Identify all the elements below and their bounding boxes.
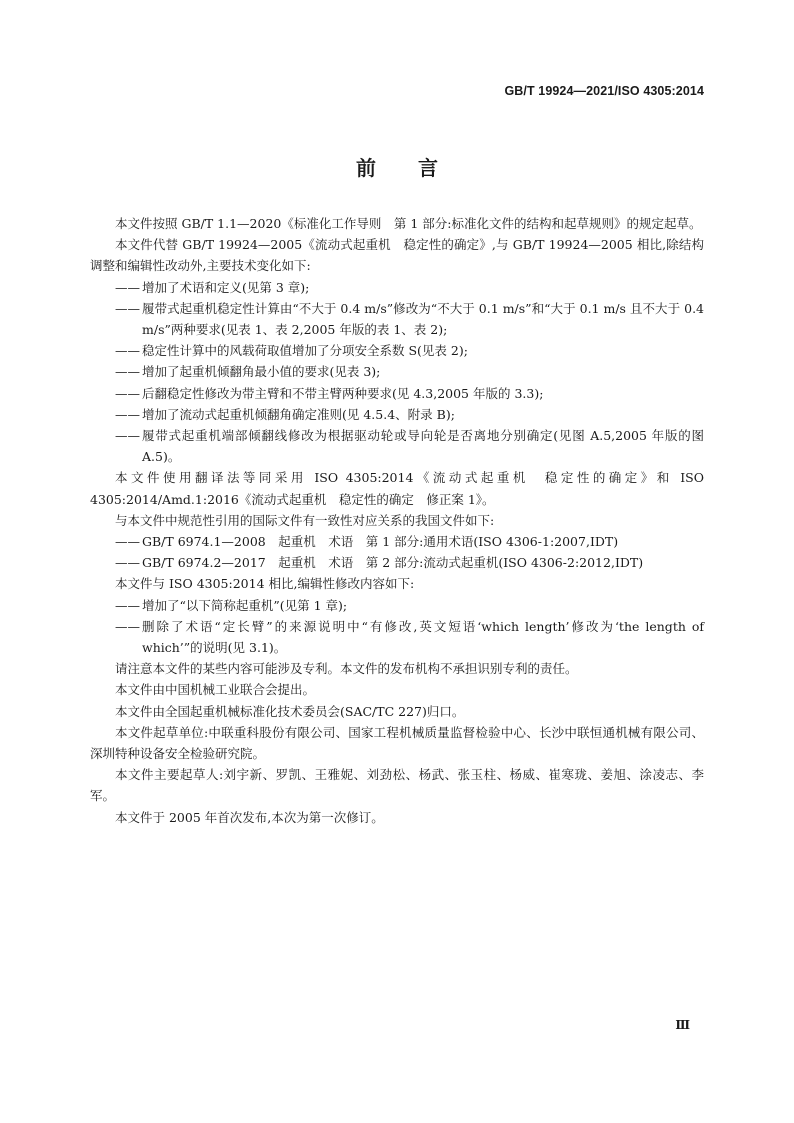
paragraph-drafting-units: 本文件起草单位:中联重科股份有限公司、国家工程机械质量监督检验中心、长沙中联恒通机械有限公司、深圳特种设备安全检验研究院。: [90, 724, 704, 762]
list-item: [90, 383, 704, 404]
reference-text: GB/T 6974.2—2017 起重机 术语 第 2 部分:流动式起重机(ISO 4306-2:2012,IDT): [142, 555, 644, 571]
paragraph-patent-notice: 请注意本文件的某些内容可能涉及专利。本文件的发布机构不承担识别专利的责任。: [115, 661, 578, 677]
change-text: 增加了术语和定义(见第 3 章);: [142, 279, 310, 295]
paragraph-editorial-changes: 本文件与 ISO 4305:2014 相比,编辑性修改内容如下:: [115, 576, 415, 592]
dash-marker: ——: [115, 364, 140, 380]
change-text: 履带式起重机稳定性计算由“不大于 0.4 m/s”修改为“不大于 0.1 m/s”和“大于 0.1 m/s 且不大于 0.4 m/s”两种要求(见表 1、表 2,2005 年版的表 1、表 2);: [142, 300, 704, 338]
dash-marker: ——: [115, 428, 140, 444]
dash-marker: ——: [115, 534, 140, 550]
change-text: 增加了流动式起重机倾翻角确定准则(见 4.5.4、附录 B);: [142, 406, 455, 422]
dash-marker: ——: [115, 385, 140, 401]
dash-marker: ——: [115, 300, 140, 316]
list-item: [90, 595, 704, 616]
paragraph-administered-by: 本文件由全国起重机械标准化技术委员会(SAC/TC 227)归口。: [115, 703, 465, 719]
list-item: [90, 616, 704, 658]
dash-marker: ——: [115, 406, 140, 422]
dash-marker: ——: [115, 618, 140, 634]
list-item: [90, 404, 704, 425]
list-item: [90, 361, 704, 382]
reference-text: GB/T 6974.1—2008 起重机 术语 第 1 部分:通用术语(ISO 4306-1:2007,IDT): [142, 534, 619, 550]
list-item: [90, 277, 704, 298]
list-item: [90, 531, 704, 552]
editorial-text: 删除了术语“定长臂”的来源说明中“有修改,英文短语‘which length’修改为‘the length of which’”的说明(见 3.1)。: [142, 618, 704, 656]
list-item: [90, 340, 704, 361]
paragraph-national-documents: 与本文件中规范性引用的国际文件有一致性对应关系的我国文件如下:: [115, 512, 495, 528]
change-text: 履带式起重机端部倾翻线修改为根据驱动轮或导向轮是否离地分别确定(见图 A.5,2005 年版的图 A.5)。: [142, 428, 704, 465]
change-text: 后翻稳定性修改为带主臂和不带主臂两种要求(见 4.3,2005 年版的 3.3);: [142, 385, 544, 401]
paragraph-drafting-rules: 本文件按照 GB/T 1.1—2020《标准化工作导则 第 1 部分:标准化文件的结构和起草规则》的规定起草。: [115, 216, 702, 231]
foreword-body: [90, 213, 704, 828]
dash-marker: ——: [115, 597, 140, 613]
paragraph-proposed-by: 本文件由中国机械工业联合会提出。: [115, 682, 316, 698]
standard-code-header: GB/T 19924—2021/ISO 4305:2014: [504, 84, 704, 98]
list-item: [90, 552, 704, 573]
paragraph-drafters: 本文件主要起草人:刘宇新、罗凯、王雅妮、刘劲松、杨武、张玉柱、杨威、崔寒珑、姜旭、涂凌志、李军。: [90, 767, 704, 804]
editorial-text: 增加了“以下简称起重机”(见第 1 章);: [142, 597, 348, 613]
page-number: Ⅲ: [675, 1018, 690, 1032]
paragraph-publication-history: 本文件于 2005 年首次发布,本次为第一次修订。: [115, 809, 384, 825]
paragraph-translation-method: 本文件使用翻译法等同采用 ISO 4305:2014《流动式起重机 稳定性的确定》和 ISO 4305:2014/Amd.1:2016《流动式起重机 稳定性的确定 修正案 1》。: [90, 470, 704, 507]
page-title: 前言: [356, 156, 480, 180]
paragraph-replaces: 本文件代替 GB/T 19924—2005《流动式起重机 稳定性的确定》,与 GB/T 19924—2005 相比,除结构调整和编辑性改动外,主要技术变化如下:: [90, 237, 704, 274]
list-item: [90, 298, 704, 340]
dash-marker: ——: [115, 555, 140, 571]
dash-marker: ——: [115, 343, 140, 359]
change-text: 增加了起重机倾翻角最小值的要求(见表 3);: [142, 364, 381, 380]
list-item: [90, 425, 704, 467]
change-text: 稳定性计算中的风载荷取值增加了分项安全系数 S(见表 2);: [142, 343, 468, 359]
dash-marker: ——: [115, 279, 140, 295]
